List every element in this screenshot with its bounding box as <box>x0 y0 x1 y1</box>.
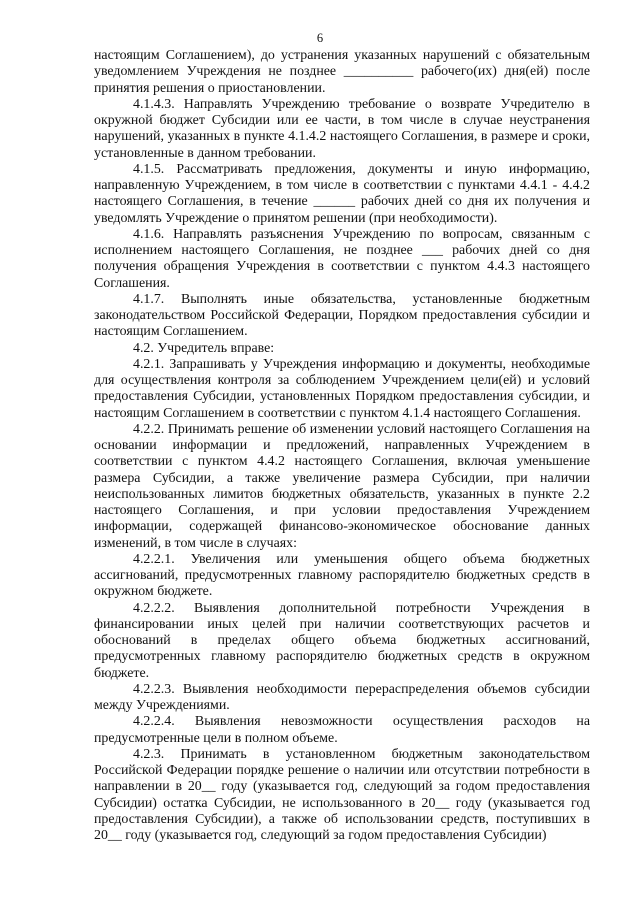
paragraph-continuation: настоящим Соглашением), до устранения указанных нарушений с обязательным уведомлением Учреждения не позднее __________ рабочего(их) дня(ей) после принятия решения о приостановлении. <box>94 48 590 96</box>
paragraph-4-2: 4.2. Учредитель вправе: <box>133 340 275 356</box>
paragraph-4-2-3: 4.2.3. Принимать в установленном бюджетным законодательством Российской Федерации порядке решение о наличии или отсутствии потребности в направлении в 20__ году (указывается год, следующий за годом предоставления Субсидии) остатка Субсидии, не использованного в 20__ году (указывается год предоставления Субсидии), а также об использовании средств, поступивших в 20__ году (указывается год, следующий за годом предоставления Субсидии) <box>94 746 590 843</box>
paragraph-4-1-5: 4.1.5. Рассматривать предложения, документы и иную информацию, направленную Учреждением, в том числе в соответствии с пунктами 4.4.1 - 4.4.2 настоящего Соглашения, в течение ______ рабочих дней со дня их получения и уведомлять Учреждение о принятом решении (при необходимости). <box>94 161 590 226</box>
paragraph-4-2-2-2: 4.2.2.2. Выявления дополнительной потребности Учреждения в финансировании иных целей при наличии соответствующих расчетов и обоснований в пределах общего объема бюджетных ассигнований, предусмотренных главному распорядителю бюджетных средств в окружном бюджете. <box>94 600 590 681</box>
page-number: 6 <box>316 31 324 45</box>
paragraph-4-2-1: 4.2.1. Запрашивать у Учреждения информацию и документы, необходимые для осуществления контроля за соблюдением Учреждением цели(ей) и условий предоставления Субсидии, установленных Порядком предоставления субсидии, и настоящим Соглашением в соответствии с пунктом 4.1.4 настоящего Соглашения. <box>94 356 590 421</box>
paragraph-4-1-7: 4.1.7. Выполнять иные обязательства, установленные бюджетным законодательством Российской Федерации, Порядком предоставления субсидии и настоящим Соглашением. <box>94 291 590 340</box>
paragraph-4-2-2-1: 4.2.2.1. Увеличения или уменьшения общего объема бюджетных ассигнований, предусмотренных главному распорядителю бюджетных средств в окружном бюджете. <box>94 551 590 600</box>
paragraph-4-2-2: 4.2.2. Принимать решение об изменении условий настоящего Соглашения на основании информации и предложений, направленных Учреждением в соответствии с пунктом 4.4.2 настоящего Соглашения, включая уменьшение размера Субсидии, а также увеличение размера Субсидии, при наличии неиспользованных лимитов бюджетных обязательств, указанных в пункте 2.2 настоящего Соглашения, и при условии предоставления Учреждением информации, содержащей финансово-экономическое обоснование данных изменений, в том числе в случаях: <box>94 421 590 551</box>
paragraph-4-2-2-4: 4.2.2.4. Выявления невозможности осуществления расходов на предусмотренные цели в полном объеме. <box>94 714 590 746</box>
paragraph-4-2-2-3: 4.2.2.3. Выявления необходимости перераспределения объемов субсидии между Учреждениями. <box>94 681 590 713</box>
document-body <box>94 48 590 844</box>
paragraph-4-1-6: 4.1.6. Направлять разъяснения Учреждению по вопросам, связанным с исполнением настоящего Соглашения, не позднее ___ рабочих дней со дня получения обращения Учреждения в соответствии с пунктом 4.4.3 настоящего Соглашения. <box>94 226 590 291</box>
paragraph-4-1-4-3: 4.1.4.3. Направлять Учреждению требование о возврате Учредителю в окружной бюджет Субсидии или ее части, в том числе в случае неустранения нарушений, указанных в пункте 4.1.4.2 настоящего Соглашения, в размере и сроки, установленные в данном требовании. <box>94 96 590 161</box>
